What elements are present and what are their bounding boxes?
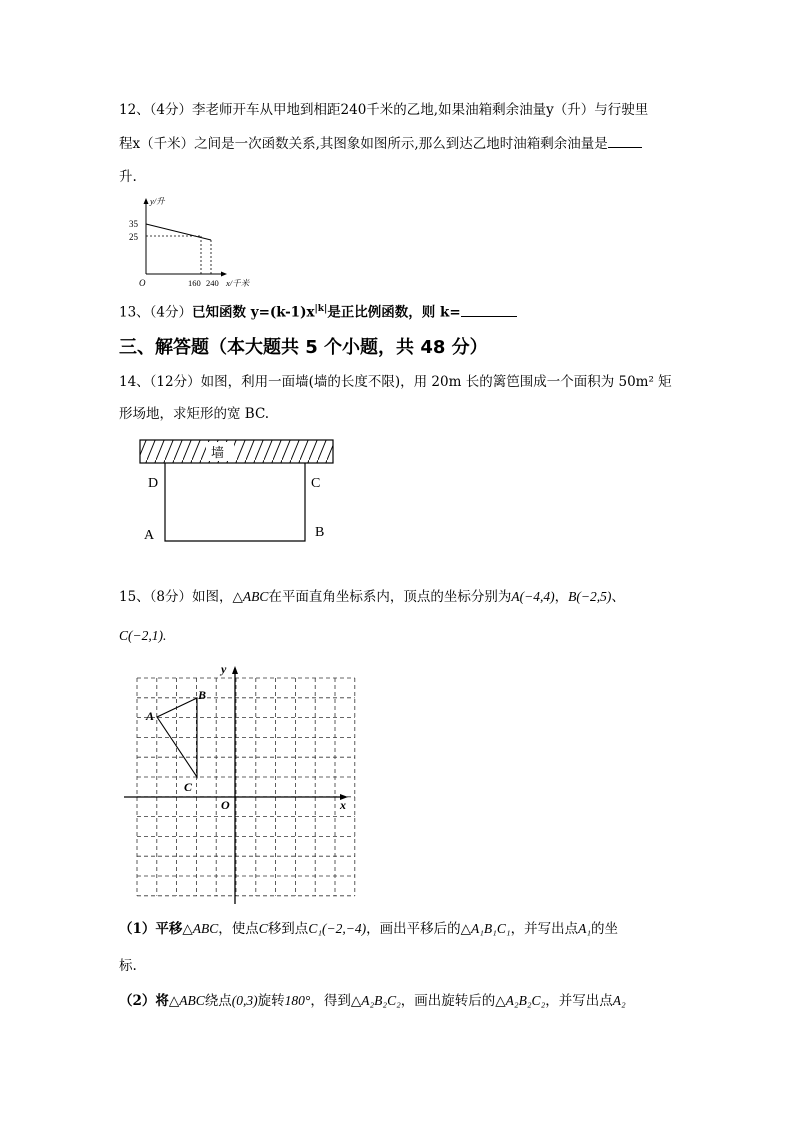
q12-line3 bbox=[119, 166, 137, 188]
q14-wall-label: 墙 bbox=[211, 445, 225, 460]
q15-sub2-text-f: ，并写出点 bbox=[545, 993, 613, 1009]
q15-sub2-text-b: 绕点 bbox=[204, 993, 232, 1009]
section-3-title: 三、解答题（本大题共 5 个小题，共 48 分） bbox=[119, 337, 488, 358]
q14-text-2: 形场地，求矩形的宽 BC. bbox=[119, 406, 270, 422]
q15-sub1-tri: △ABC bbox=[182, 921, 219, 936]
q13-number: 13、（4分） bbox=[119, 304, 193, 321]
q15-point-B: B(−2,5) bbox=[568, 589, 612, 604]
q12-number: 12、（4分） bbox=[119, 102, 193, 118]
q15-label-C: C bbox=[184, 780, 193, 794]
q14-label-C: C bbox=[311, 476, 321, 491]
q14-line1 bbox=[119, 371, 672, 393]
q15-sub2-tri: △ABC bbox=[168, 993, 205, 1008]
q12-graph bbox=[125, 190, 265, 290]
q12-origin: O bbox=[139, 278, 146, 288]
q12-y-arrow bbox=[144, 198, 149, 204]
q15-sub2-A2: A₂ bbox=[612, 993, 626, 1008]
q14-wall bbox=[140, 440, 333, 463]
q14-label-D: D bbox=[148, 476, 159, 491]
q12-xtick-160: 160 bbox=[188, 278, 201, 288]
q12-text-3: 升. bbox=[119, 169, 137, 185]
q15-sub1-line2 bbox=[119, 955, 137, 977]
q15-sub1-C: C bbox=[258, 921, 268, 936]
q15-point-C: C(−2,1). bbox=[119, 628, 167, 643]
q13-text-after: 是正比例函数，则 k= bbox=[327, 304, 461, 321]
q15-sub1-text-b: ，使点 bbox=[218, 921, 259, 937]
q15-point-A: A(−4,4) bbox=[511, 589, 555, 604]
q15-x-label: x bbox=[340, 798, 346, 812]
q14-line2 bbox=[119, 403, 269, 425]
q12-ytick-25: 25 bbox=[129, 232, 138, 242]
q12-answer-blank bbox=[608, 133, 642, 148]
q15-label-B: B bbox=[198, 688, 207, 702]
q12-xtick-240: 240 bbox=[206, 278, 219, 288]
q15-sub2-tri2b: △A₂B₂C₂ bbox=[495, 993, 546, 1008]
q13-line bbox=[119, 298, 517, 324]
q15-y-label: y bbox=[221, 662, 227, 676]
q15-sub2-text-e: ，画出旋转后的 bbox=[400, 993, 496, 1009]
q12-text-2: 程x（千米）之间是一次函数关系,其图象如图所示,那么到达乙地时油箱剩余油量是 bbox=[119, 136, 608, 152]
q15-sep-2: 、 bbox=[611, 589, 625, 605]
q14-number: 14、（12分） bbox=[119, 374, 201, 390]
q13-answer-blank bbox=[461, 302, 517, 317]
q15-text-1a: 如图， bbox=[192, 589, 233, 605]
q15-triangle-ABC bbox=[157, 698, 197, 777]
q13-exponent: |k| bbox=[314, 304, 328, 314]
q12-line1 bbox=[119, 99, 648, 121]
q15-label-A: A bbox=[146, 709, 155, 723]
q14-figure bbox=[138, 438, 338, 548]
q15-line1 bbox=[119, 586, 625, 608]
q15-sub2-text-c: 旋转 bbox=[257, 993, 285, 1009]
q14-label-B: B bbox=[315, 525, 325, 540]
q15-triangle: △ABC bbox=[232, 589, 269, 604]
q15-sub1-text-e: ，并写出点 bbox=[510, 921, 579, 937]
q14-fence bbox=[165, 463, 305, 541]
q15-sub1-A1: A₁ bbox=[578, 921, 592, 936]
q15-sep-1: ， bbox=[554, 589, 569, 605]
q15-sub1-text-a: （1）平移 bbox=[119, 921, 183, 937]
q15-y-arrow bbox=[232, 666, 238, 674]
q15-sub1-text-d: ，画出平移后的 bbox=[366, 921, 461, 937]
q15-sub1-tri1: △A₁B₁C₁ bbox=[460, 921, 511, 936]
q15-sub1-line1 bbox=[119, 918, 618, 940]
q12-text-1: 李老师开车从甲地到相距240千米的乙地,如果油箱剩余油量y（升）与行驶里 bbox=[192, 102, 649, 118]
q15-sub1-text-c: 移到点 bbox=[267, 921, 309, 937]
q12-x-label: x/千米 bbox=[226, 278, 250, 288]
q15-sub1-text-2: 标. bbox=[119, 958, 137, 974]
q14-text-1: 如图，利用一面墙(墙的长度不限)，用 20m 长的篱笆围成一个面积为 50m² 矩 bbox=[200, 374, 672, 390]
q15-grid-figure bbox=[118, 660, 358, 910]
q15-origin: O bbox=[221, 798, 230, 812]
q13-text-before: 已知函数 y=(k-1)x bbox=[192, 304, 315, 321]
q15-sub1-C1: C₁(−2,−4) bbox=[308, 921, 367, 936]
q12-y-label: y/升 bbox=[150, 196, 165, 206]
q12-line2 bbox=[119, 133, 642, 155]
q15-line2 bbox=[119, 625, 166, 647]
q15-sub2-point: (0,3) bbox=[231, 993, 258, 1008]
q15-sub2-tri2: △A₂B₂C₂ bbox=[350, 993, 401, 1008]
q15-text-1b: 在平面直角坐标系内，顶点的坐标分别为 bbox=[268, 589, 512, 605]
q15-sub1-text-f: 的坐 bbox=[591, 921, 619, 937]
q12-x-arrow bbox=[221, 272, 227, 277]
q15-sub2-degree: 180° bbox=[284, 993, 311, 1008]
q14-label-A: A bbox=[144, 528, 155, 543]
q15-sub2-line1 bbox=[119, 990, 626, 1012]
q15-sub2-text-d: ，得到 bbox=[310, 993, 351, 1009]
q12-ytick-35: 35 bbox=[129, 219, 138, 229]
q15-number: 15、（8分） bbox=[119, 589, 193, 605]
q15-sub2-text-a: （2）将 bbox=[119, 993, 169, 1009]
